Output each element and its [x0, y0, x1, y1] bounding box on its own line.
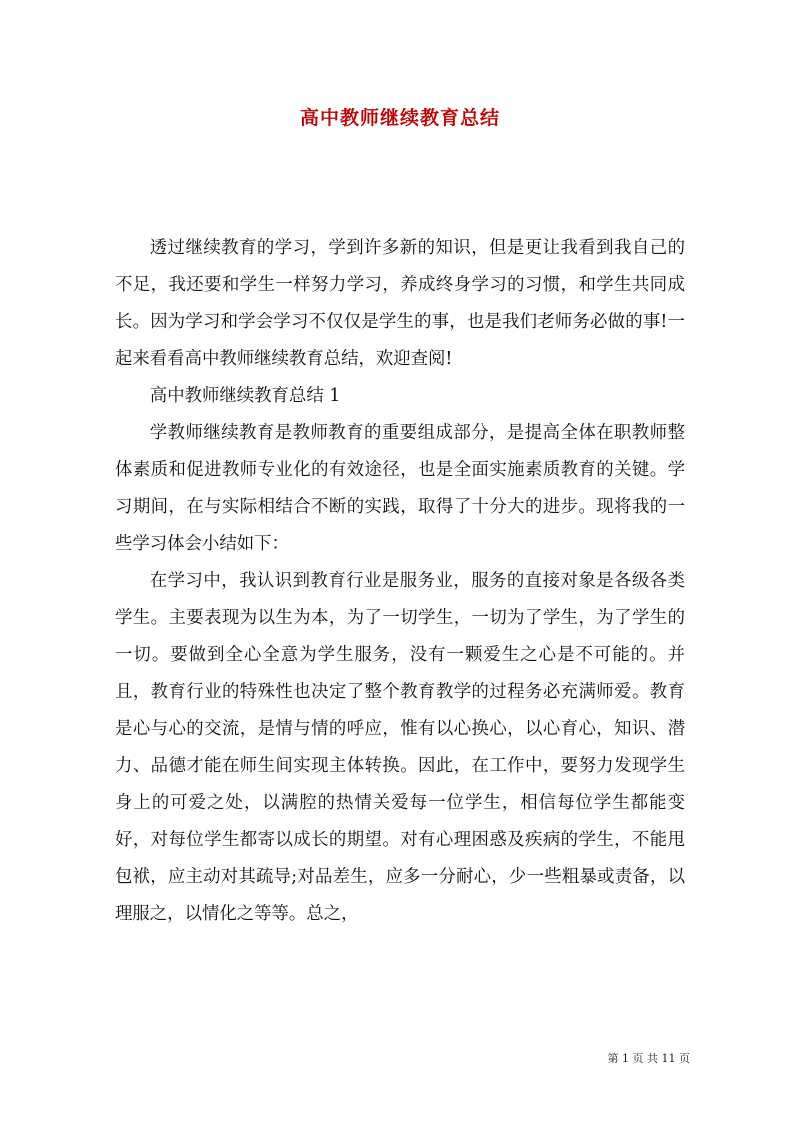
- document-body: [115, 230, 685, 933]
- intro-paragraph: 透过继续教育的学习，学到许多新的知识，但是更让我看到我自己的不足，我还要和学生一样努力学习，养成终身学习的习惯，和学生共同成长。因为学习和学会学习不仅仅是学生的事，也是我们老师务必做的事!一起来看看高中教师继续教育总结，欢迎查阅!: [115, 238, 685, 369]
- section-heading: 高中教师继续教育总结 1: [149, 386, 341, 406]
- body-paragraph: 学教师继续教育是教师教育的重要组成部分，是提高全体在职教师整体素质和促进教师专业化的有效途径，也是全面实施素质教育的关键。学习期间，在与实际相结合不断的实践，取得了十分大的进步。现将我的一些学习体会小结如下：: [115, 423, 685, 554]
- document-title: 高中教师继续教育总结: [299, 107, 500, 129]
- page-number: 第 1 页 共 11 页: [607, 1052, 690, 1065]
- body-paragraph: 在学习中，我认识到教育行业是服务业，服务的直接对象是各级各类学生。主要表现为以生为本，为了一切学生，一切为了学生，为了学生的一切。要做到全心全意为学生服务，没有一颗爱生之心是不可能的。并且，教育行业的特殊性也决定了整个教育教学的过程务必充满师爱。教育是心与心的交流，是情与情的呼应，惟有以心换心，以心育心，知识、潜力、品德才能在师生间实现主体转换。因此，在工作中，要努力发现学生身上的可爱之处，以满腔的热情关爱每一位学生，相信每位学生都能变好，对每位学生都寄以成长的期望。对有心理困惑及疾病的学生，不能甩包袱，应主动对其疏导;对品差生，应多一分耐心，少一些粗暴或责备，以理服之，以情化之等等。总之，: [115, 571, 685, 924]
